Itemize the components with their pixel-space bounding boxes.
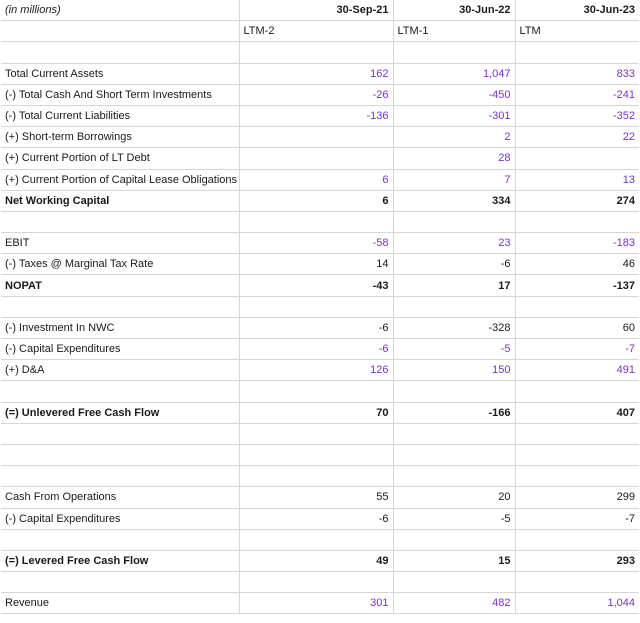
row-value-2: 7	[393, 169, 515, 190]
header-dates-row	[1, 0, 639, 21]
row-label: (+) Current Portion of Capital Lease Obligations	[1, 169, 239, 190]
row-value-2: -301	[393, 105, 515, 126]
blank-row	[1, 381, 639, 402]
total-row	[1, 550, 639, 571]
row-value-2: 20	[393, 487, 515, 508]
date-col-3: 30-Jun-23	[515, 0, 639, 21]
row-value-3: 299	[515, 487, 639, 508]
row-value-1: 301	[239, 593, 393, 614]
row-label: (+) Current Portion of LT Debt	[1, 148, 239, 169]
row-value-2: -166	[393, 402, 515, 423]
row-value-1: 49	[239, 550, 393, 571]
blank-cell	[393, 572, 515, 593]
blank-row	[1, 42, 639, 63]
table-row	[1, 63, 639, 84]
blank-cell	[239, 466, 393, 487]
row-value-1	[239, 148, 393, 169]
row-value-2: -5	[393, 508, 515, 529]
blank-cell	[393, 42, 515, 63]
row-value-2: 150	[393, 360, 515, 381]
row-label: NOPAT	[1, 275, 239, 296]
blank-cell	[1, 529, 239, 550]
row-label: (-) Total Current Liabilities	[1, 105, 239, 126]
row-value-1: 14	[239, 254, 393, 275]
period-col-2: LTM-1	[393, 21, 515, 42]
table-row	[1, 84, 639, 105]
row-value-1: -136	[239, 105, 393, 126]
blank-cell	[1, 42, 239, 63]
row-value-1: -26	[239, 84, 393, 105]
table-row	[1, 317, 639, 338]
blank-cell	[515, 529, 639, 550]
row-value-2: 2	[393, 127, 515, 148]
row-value-2: 23	[393, 233, 515, 254]
periods-label-empty	[1, 21, 239, 42]
row-value-1: -43	[239, 275, 393, 296]
blank-cell	[393, 444, 515, 465]
table-row	[1, 169, 639, 190]
row-value-3: 13	[515, 169, 639, 190]
row-value-2: 17	[393, 275, 515, 296]
financial-table	[1, 0, 639, 614]
row-label: (-) Capital Expenditures	[1, 508, 239, 529]
blank-cell	[515, 381, 639, 402]
row-label: EBIT	[1, 233, 239, 254]
row-label: (+) D&A	[1, 360, 239, 381]
blank-cell	[1, 444, 239, 465]
blank-cell	[1, 423, 239, 444]
blank-cell	[515, 211, 639, 232]
blank-cell	[1, 466, 239, 487]
blank-cell	[515, 572, 639, 593]
blank-cell	[239, 572, 393, 593]
row-value-2: 334	[393, 190, 515, 211]
table-row	[1, 508, 639, 529]
row-value-1: 6	[239, 190, 393, 211]
table-row	[1, 360, 639, 381]
row-value-1: -6	[239, 339, 393, 360]
table-row	[1, 127, 639, 148]
blank-cell	[239, 423, 393, 444]
row-value-3	[515, 148, 639, 169]
table-row	[1, 148, 639, 169]
row-value-2: -450	[393, 84, 515, 105]
table-row	[1, 233, 639, 254]
row-label: Net Working Capital	[1, 190, 239, 211]
date-col-2: 30-Jun-22	[393, 0, 515, 21]
row-label: (-) Investment In NWC	[1, 317, 239, 338]
blank-cell	[239, 42, 393, 63]
row-value-1: 126	[239, 360, 393, 381]
table-row	[1, 105, 639, 126]
blank-cell	[515, 466, 639, 487]
header-periods-row	[1, 21, 639, 42]
row-value-3: 833	[515, 63, 639, 84]
row-value-2: 28	[393, 148, 515, 169]
blank-row	[1, 211, 639, 232]
row-value-3: -7	[515, 339, 639, 360]
table-row	[1, 593, 639, 614]
row-label: Total Current Assets	[1, 63, 239, 84]
blank-row	[1, 423, 639, 444]
row-value-2: -328	[393, 317, 515, 338]
row-label: Cash From Operations	[1, 487, 239, 508]
blank-cell	[239, 444, 393, 465]
blank-cell	[1, 381, 239, 402]
row-value-3: 1,044	[515, 593, 639, 614]
table-row	[1, 254, 639, 275]
row-value-1: 6	[239, 169, 393, 190]
total-row	[1, 275, 639, 296]
row-value-1: 70	[239, 402, 393, 423]
blank-cell	[239, 381, 393, 402]
row-value-3: -241	[515, 84, 639, 105]
blank-cell	[239, 211, 393, 232]
row-value-3: -352	[515, 105, 639, 126]
blank-row	[1, 466, 639, 487]
table-row	[1, 339, 639, 360]
row-label: (-) Total Cash And Short Term Investments	[1, 84, 239, 105]
units-label: (in millions)	[1, 0, 239, 21]
blank-cell	[1, 572, 239, 593]
row-label: (=) Levered Free Cash Flow	[1, 550, 239, 571]
row-label: (=) Unlevered Free Cash Flow	[1, 402, 239, 423]
blank-row	[1, 572, 639, 593]
row-value-1: -6	[239, 317, 393, 338]
row-value-1: -58	[239, 233, 393, 254]
row-value-3: 274	[515, 190, 639, 211]
blank-cell	[393, 381, 515, 402]
blank-cell	[393, 466, 515, 487]
row-value-2: -5	[393, 339, 515, 360]
row-value-3: 46	[515, 254, 639, 275]
blank-cell	[515, 444, 639, 465]
row-value-1: 162	[239, 63, 393, 84]
row-value-3: -7	[515, 508, 639, 529]
row-value-3: 60	[515, 317, 639, 338]
row-label: (+) Short-term Borrowings	[1, 127, 239, 148]
blank-row	[1, 529, 639, 550]
row-value-2: 1,047	[393, 63, 515, 84]
blank-cell	[393, 423, 515, 444]
blank-cell	[1, 211, 239, 232]
blank-cell	[393, 296, 515, 317]
row-value-2: 15	[393, 550, 515, 571]
row-label: Revenue	[1, 593, 239, 614]
row-value-1: -6	[239, 508, 393, 529]
table-row	[1, 487, 639, 508]
row-value-3: 22	[515, 127, 639, 148]
period-col-3: LTM	[515, 21, 639, 42]
blank-cell	[515, 42, 639, 63]
row-value-3: 407	[515, 402, 639, 423]
date-col-1: 30-Sep-21	[239, 0, 393, 21]
row-value-2: 482	[393, 593, 515, 614]
row-value-3: 293	[515, 550, 639, 571]
blank-cell	[239, 296, 393, 317]
row-value-3: -183	[515, 233, 639, 254]
blank-cell	[393, 211, 515, 232]
total-row	[1, 190, 639, 211]
row-value-1	[239, 127, 393, 148]
row-value-3: 491	[515, 360, 639, 381]
blank-cell	[393, 529, 515, 550]
blank-row	[1, 444, 639, 465]
total-row	[1, 402, 639, 423]
row-value-2: -6	[393, 254, 515, 275]
row-value-3: -137	[515, 275, 639, 296]
blank-cell	[515, 296, 639, 317]
blank-cell	[1, 296, 239, 317]
period-col-1: LTM-2	[239, 21, 393, 42]
blank-row	[1, 296, 639, 317]
row-label: (-) Capital Expenditures	[1, 339, 239, 360]
row-value-1: 55	[239, 487, 393, 508]
blank-cell	[239, 529, 393, 550]
row-label: (-) Taxes @ Marginal Tax Rate	[1, 254, 239, 275]
blank-cell	[515, 423, 639, 444]
